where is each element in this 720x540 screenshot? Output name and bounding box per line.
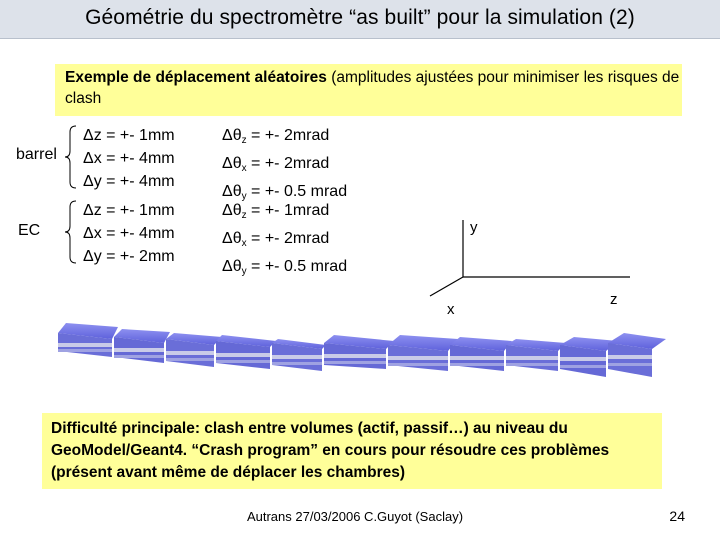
difficulty-text: Difficulté principale: clash entre volumes (actif, passif…) au niveau du GeoModel/Geant4. “Crash program” en cours pour résoudre ces problèmes (présent avant même de déplacer les chambres)	[51, 420, 610, 481]
title-bar	[0, 0, 720, 39]
difficulty-box	[42, 413, 662, 489]
ec-dtx: $\Delta\theta_x$ = +- 2mrad	[222, 230, 330, 249]
axis-label-z: z	[610, 291, 618, 308]
axis-label-y: y	[470, 219, 478, 236]
axis-label-x: x	[447, 301, 455, 318]
group-label-ec: EC	[18, 222, 41, 239]
intro-bold: Exemple de déplacement aléatoires	[65, 69, 327, 86]
ec-translations	[83, 199, 175, 268]
chamber-row-icon	[58, 323, 666, 377]
x-axis-line	[430, 277, 463, 296]
barrel-dtx: $\Delta\theta_x$ = +- 2mrad	[222, 155, 330, 174]
brace-ec-icon	[62, 199, 82, 265]
barrel-translations	[83, 124, 175, 193]
intro-rest: (amplitudes ajustées pour minimiser les risques de clash	[65, 69, 680, 107]
ec-dtz: $\Delta\theta_z$ = +- 1mrad	[222, 202, 330, 221]
ec-dty: $\Delta\theta_y$ = +- 0.5 mrad	[222, 258, 348, 277]
group-label-barrel: barrel	[16, 146, 57, 163]
barrel-dx: Δx = +- 4mm	[83, 150, 175, 167]
chamber-geometry-image	[58, 315, 668, 410]
ec-dy: Δy = +- 2mm	[83, 248, 175, 265]
slide-title: Géométrie du spectromètre “as built” pour la simulation (2)	[85, 6, 635, 29]
barrel-rotations	[222, 124, 347, 208]
barrel-dty: $\Delta\theta_y$ = +- 0.5 mrad	[222, 183, 348, 202]
barrel-dy: Δy = +- 4mm	[83, 173, 175, 190]
ec-rotations	[222, 199, 347, 283]
brace-barrel-icon	[62, 124, 82, 190]
barrel-dz: Δz = +- 1mm	[83, 127, 175, 144]
page-number: 24	[669, 508, 685, 524]
ec-dx: Δx = +- 4mm	[83, 225, 175, 242]
footer-text: Autrans 27/03/2006 C.Guyot (Saclay)	[246, 509, 464, 524]
coordinate-axes	[380, 200, 660, 320]
intro-text	[65, 67, 680, 109]
barrel-dtz: $\Delta\theta_z$ = +- 2mrad	[222, 127, 330, 146]
intro-box	[55, 64, 682, 116]
ec-dz: Δz = +- 1mm	[83, 202, 175, 219]
